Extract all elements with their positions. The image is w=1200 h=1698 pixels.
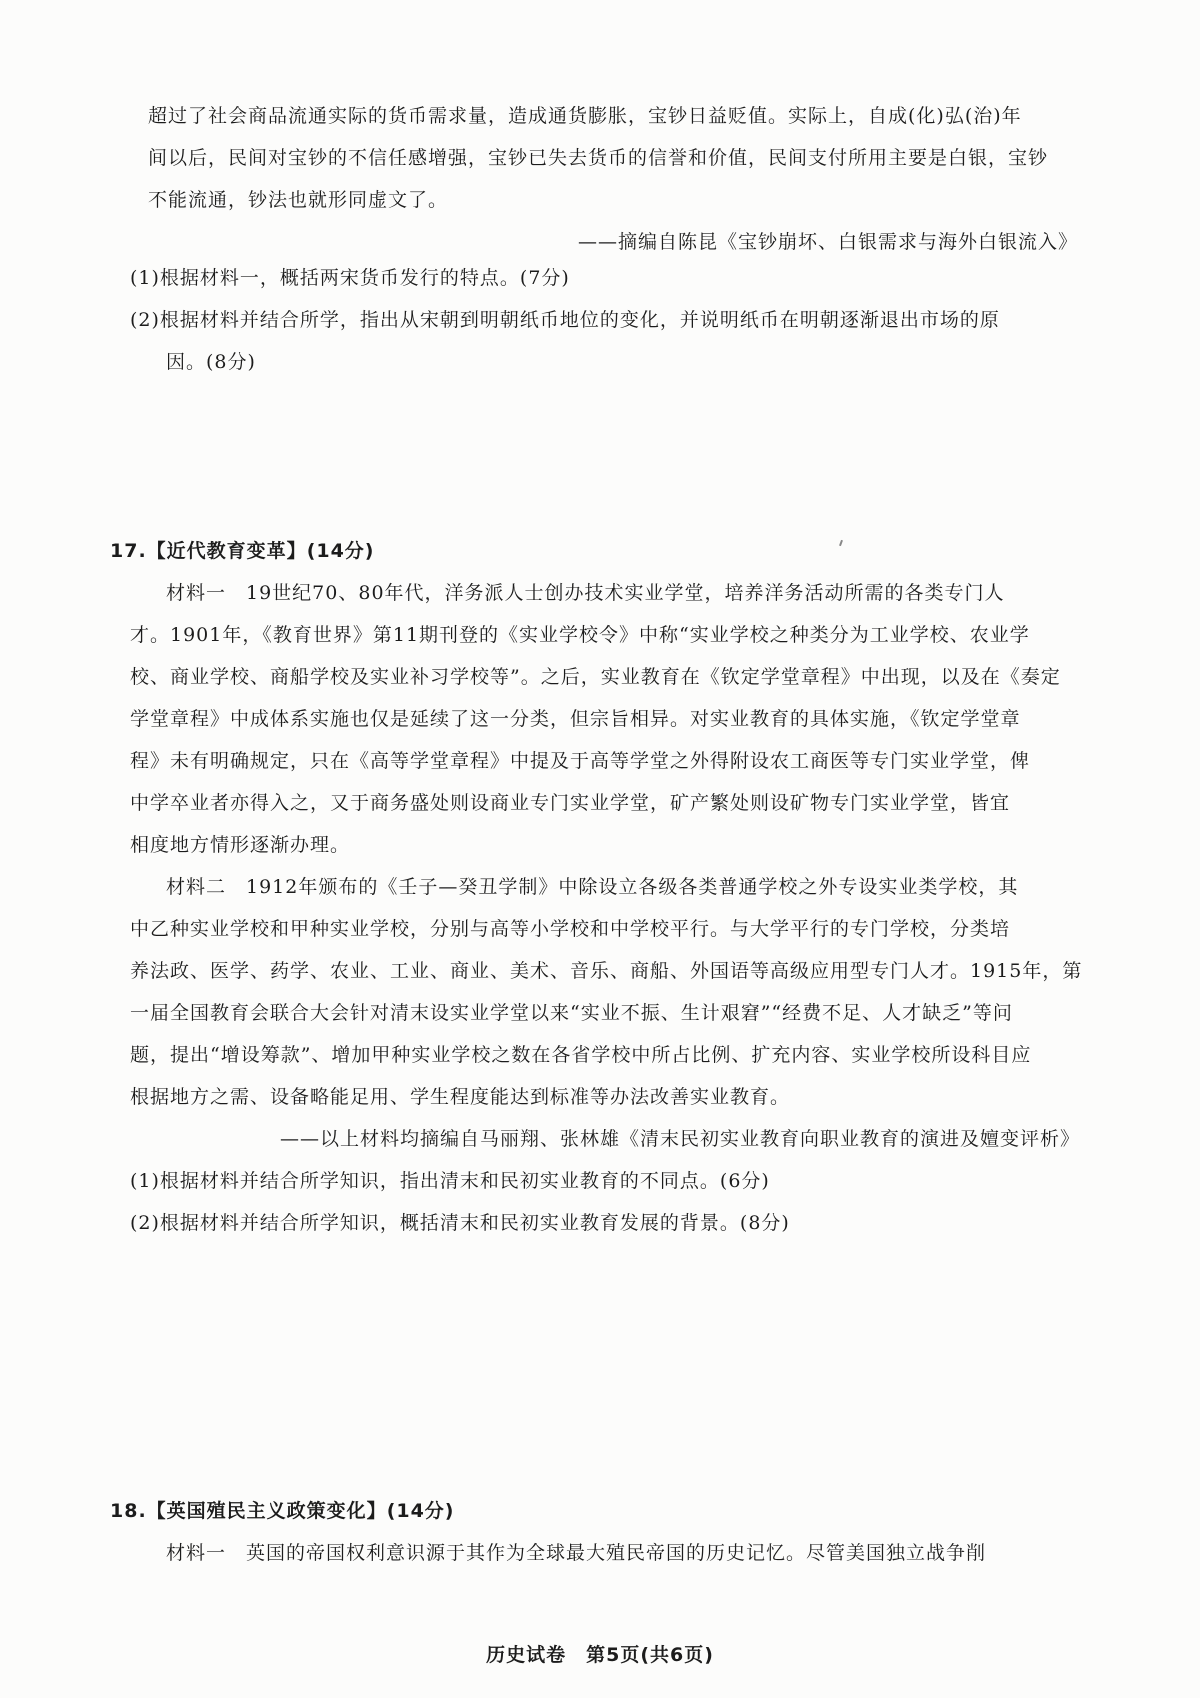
question-title: 【近代教育变革】 <box>146 540 307 562</box>
question-number: 17. <box>110 540 147 562</box>
text-line: 中学卒业者亦得入之，又于商务盛处则设商业专门实业学堂，矿产繁处则设矿物专门实业学堂，皆宜 <box>130 792 1011 814</box>
text-line: 间以后，民间对宝钞的不信任感增强，宝钞已失去货币的信誉和价值，民间支付所用主要是白银，宝钞 <box>148 147 1049 169</box>
sub-question-continuation: 因。(8分) <box>166 351 256 373</box>
text-line: 不能流通，钞法也就形同虚文了。 <box>148 189 449 211</box>
source-attribution: ——摘编自陈昆《宝钞崩坏、白银需求与海外白银流入》 <box>577 231 1078 253</box>
source-attribution: ——以上材料均摘编自马丽翔、张林雄《清末民初实业教育向职业教育的演进及嬗变评析》 <box>279 1128 1080 1150</box>
question-number: 18. <box>110 1500 147 1522</box>
sub-question: (1)根据材料并结合所学知识，指出清末和民初实业教育的不同点。(6分) <box>130 1170 770 1192</box>
material-continuation <box>148 95 1078 263</box>
sub-question: (2)根据材料并结合所学知识，概括清末和民初实业教育发展的背景。(8分) <box>130 1212 790 1234</box>
text-line: 中乙种实业学校和甲种实业学校，分别与高等小学校和中学校平行。与大学平行的专门学校，分类培 <box>130 918 1011 940</box>
q18-header <box>110 1490 1040 1532</box>
q17-header <box>110 530 1040 572</box>
text-line: 材料一 19世纪70、80年代，洋务派人士创办技术实业学堂，培养洋务活动所需的各类专门人 <box>166 582 1005 604</box>
q16-questions <box>130 257 1060 383</box>
text-line: 程》未有明确规定，只在《高等学堂章程》中提及于高等学堂之外得附设农工商医等专门实业学堂，俾 <box>130 750 1031 772</box>
text-line: 相度地方情形逐渐办理。 <box>130 834 351 856</box>
sub-question: (2)根据材料并结合所学，指出从宋朝到明朝纸币地位的变化，并说明纸币在明朝逐渐退出市场的原 <box>130 309 1000 331</box>
text-line: 养法政、医学、药学、农业、工业、商业、美术、音乐、商船、外国语等高级应用型专门人才。1915年，第 <box>130 960 1083 982</box>
text-line: 一届全国教育会联合大会针对清末设实业学堂以来“实业不振、生计艰窘”“经费不足、人才缺乏”等问 <box>130 1002 1013 1024</box>
text-line: 才。1901年，《教育世界》第11期刊登的《实业学校令》中称“实业学校之种类分为工业学校、农业学 <box>130 624 1030 646</box>
question-title: 【英国殖民主义政策变化】 <box>146 1500 387 1522</box>
text-line: 材料一 英国的帝国权利意识源于其作为全球最大殖民帝国的历史记忆。尽管美国独立战争削 <box>166 1542 987 1564</box>
q18-material-one <box>130 1532 1080 1574</box>
text-line: 题，提出“增设筹款”、增加甲种实业学校之数在各省学校中所占比例、扩充内容、实业学校所设科目应 <box>130 1044 1032 1066</box>
text-line: 校、商业学校、商船学校及实业补习学校等”。之后，实业教育在《钦定学堂章程》中出现，以及在《奏定 <box>130 666 1061 688</box>
text-line: 超过了社会商品流通实际的货币需求量，造成通货膨胀，宝钞日益贬值。实际上，自成(化)弘(治)年 <box>148 105 1022 127</box>
q17-material-one <box>130 572 1080 866</box>
text-line: 学堂章程》中成体系实施也仅是延续了这一分类，但宗旨相异。对实业教育的具体实施，《钦定学堂章 <box>130 708 1021 730</box>
q17-material-two <box>130 866 1083 1244</box>
text-line: 材料二 1912年颁布的《壬子—癸丑学制》中除设立各级各类普通学校之外专设实业类学校，其 <box>166 876 1019 898</box>
page-footer: 历史试卷 第5页(共6页) <box>486 1644 714 1666</box>
text-line: 根据地方之需、设备略能足用、学生程度能达到标准等办法改善实业教育。 <box>130 1086 791 1108</box>
sub-question: (1)根据材料一，概括两宋货币发行的特点。(7分) <box>130 267 570 289</box>
question-score: (14分) <box>386 1500 455 1522</box>
question-score: (14分) <box>306 540 375 562</box>
